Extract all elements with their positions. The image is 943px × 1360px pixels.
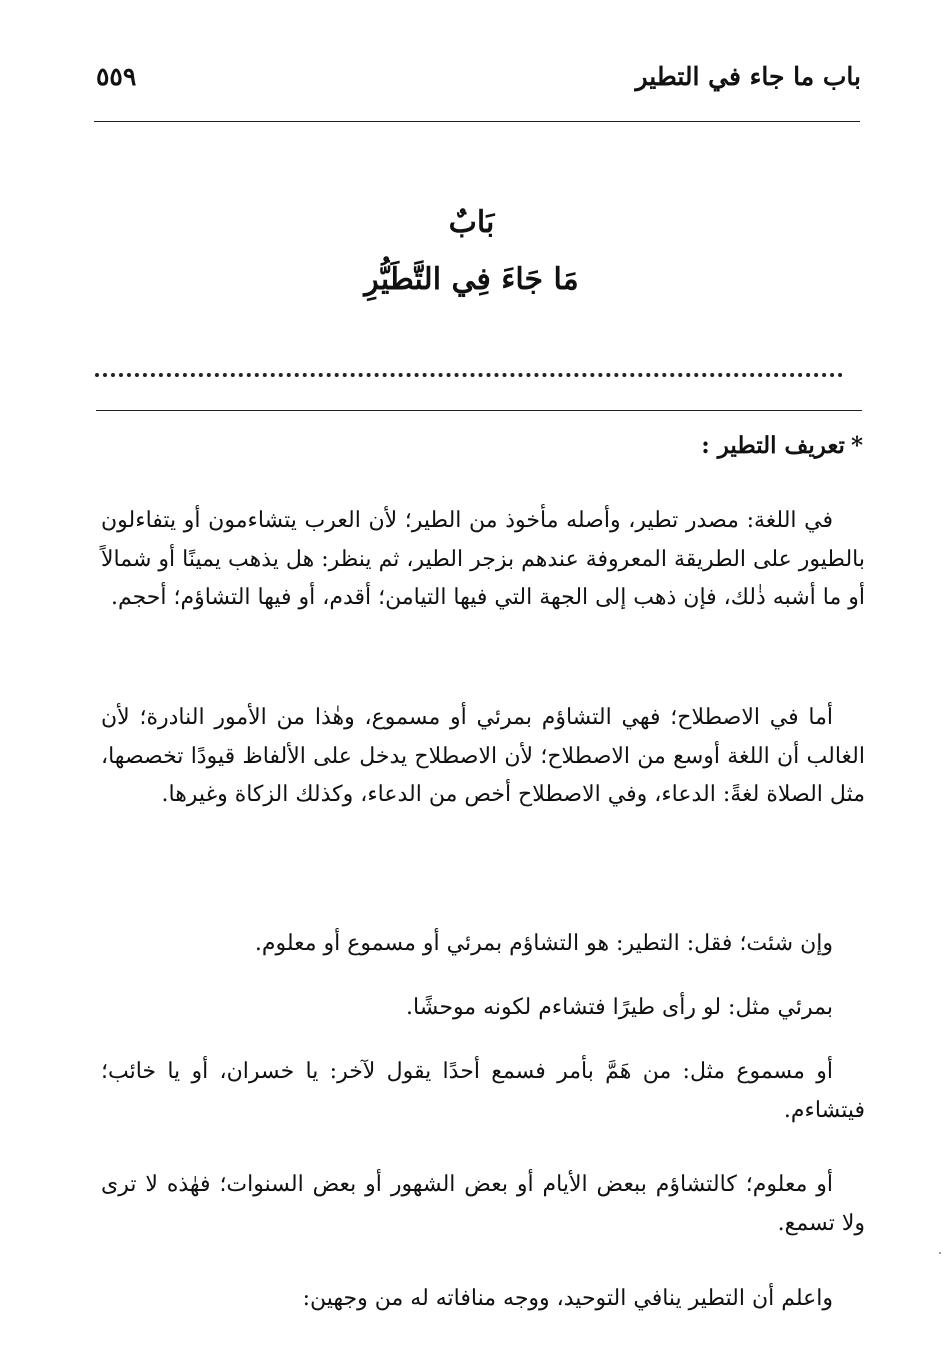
paragraph-text: واعلم أن التطير ينافي التوحيد، ووجه منافاته له من وجهين:	[302, 1286, 833, 1311]
section-heading-text: تعريف التطير :	[701, 432, 845, 459]
page-number: ٥٥٩	[96, 62, 137, 91]
paragraph-text: أو معلوم؛ كالتشاؤم ببعض الأيام أو بعض الشهور أو بعض السنوات؛ فهٰذه لا ترى ولا تسمع.	[101, 1172, 865, 1236]
paragraph-technical-definition	[101, 699, 865, 815]
header-divider	[94, 121, 860, 122]
chapter-label: بَابٌ	[448, 205, 495, 240]
chapter-title: مَا جَاءَ فِي التَّطَيُّرِ	[364, 262, 579, 297]
running-title: باب ما جاء في التطير	[635, 62, 861, 91]
paragraph-text: بمرئي مثل: لو رأى طيرًا فتشاءم لكونه موحشًا.	[406, 995, 833, 1020]
paragraph-alternative-definition	[101, 925, 865, 964]
paragraph-text: أما في الاصطلاح؛ فهي التشاؤم بمرئي أو مسموع، وهٰذا من الأمور النادرة؛ لأن الغالب أن اللغة أوسع من الاصطلاح؛ لأن الاصطلاح يدخل على الألفاظ قيودًا تخصصها، مثل الصلاة لغةً: الدعاء، وفي الاصطلاح أخص من الدعاء، وكذلك الزكاة وغيرها.	[101, 705, 865, 807]
section-heading	[701, 432, 863, 459]
dotted-divider	[95, 373, 843, 377]
paragraph-text: وإن شئت؛ فقل: التطير: هو التشاؤم بمرئي أو مسموع أو معلوم.	[254, 931, 833, 956]
paragraph-known-example	[101, 1166, 865, 1243]
paragraph-linguistic-definition	[101, 502, 865, 618]
scan-speck	[939, 1252, 941, 1254]
paragraph-text: أو مسموع مثل: من هَمَّ بأمر فسمع أحدًا يقول لآخر: يا خسران، أو يا خائب؛ فيتشاءم.	[101, 1059, 865, 1123]
paragraph-heard-example	[101, 1053, 865, 1130]
paragraph-text: في اللغة: مصدر تطير، وأصله مأخوذ من الطير؛ لأن العرب يتشاءمون أو يتفاءلون بالطيور على الطريقة المعروفة عندهم بزجر الطير، ثم ينظر: هل يذهب يمينًا أو شمالاً أو ما أشبه ذٰلك، فإن ذهب إلى الجهة التي فيها التيامن؛ أقدم، أو فيها التشاؤم؛ أحجم.	[101, 508, 865, 610]
section-divider	[96, 410, 862, 411]
paragraph-conclusion	[101, 1280, 865, 1319]
star-icon: *	[850, 432, 863, 459]
paragraph-seen-example	[101, 989, 865, 1028]
